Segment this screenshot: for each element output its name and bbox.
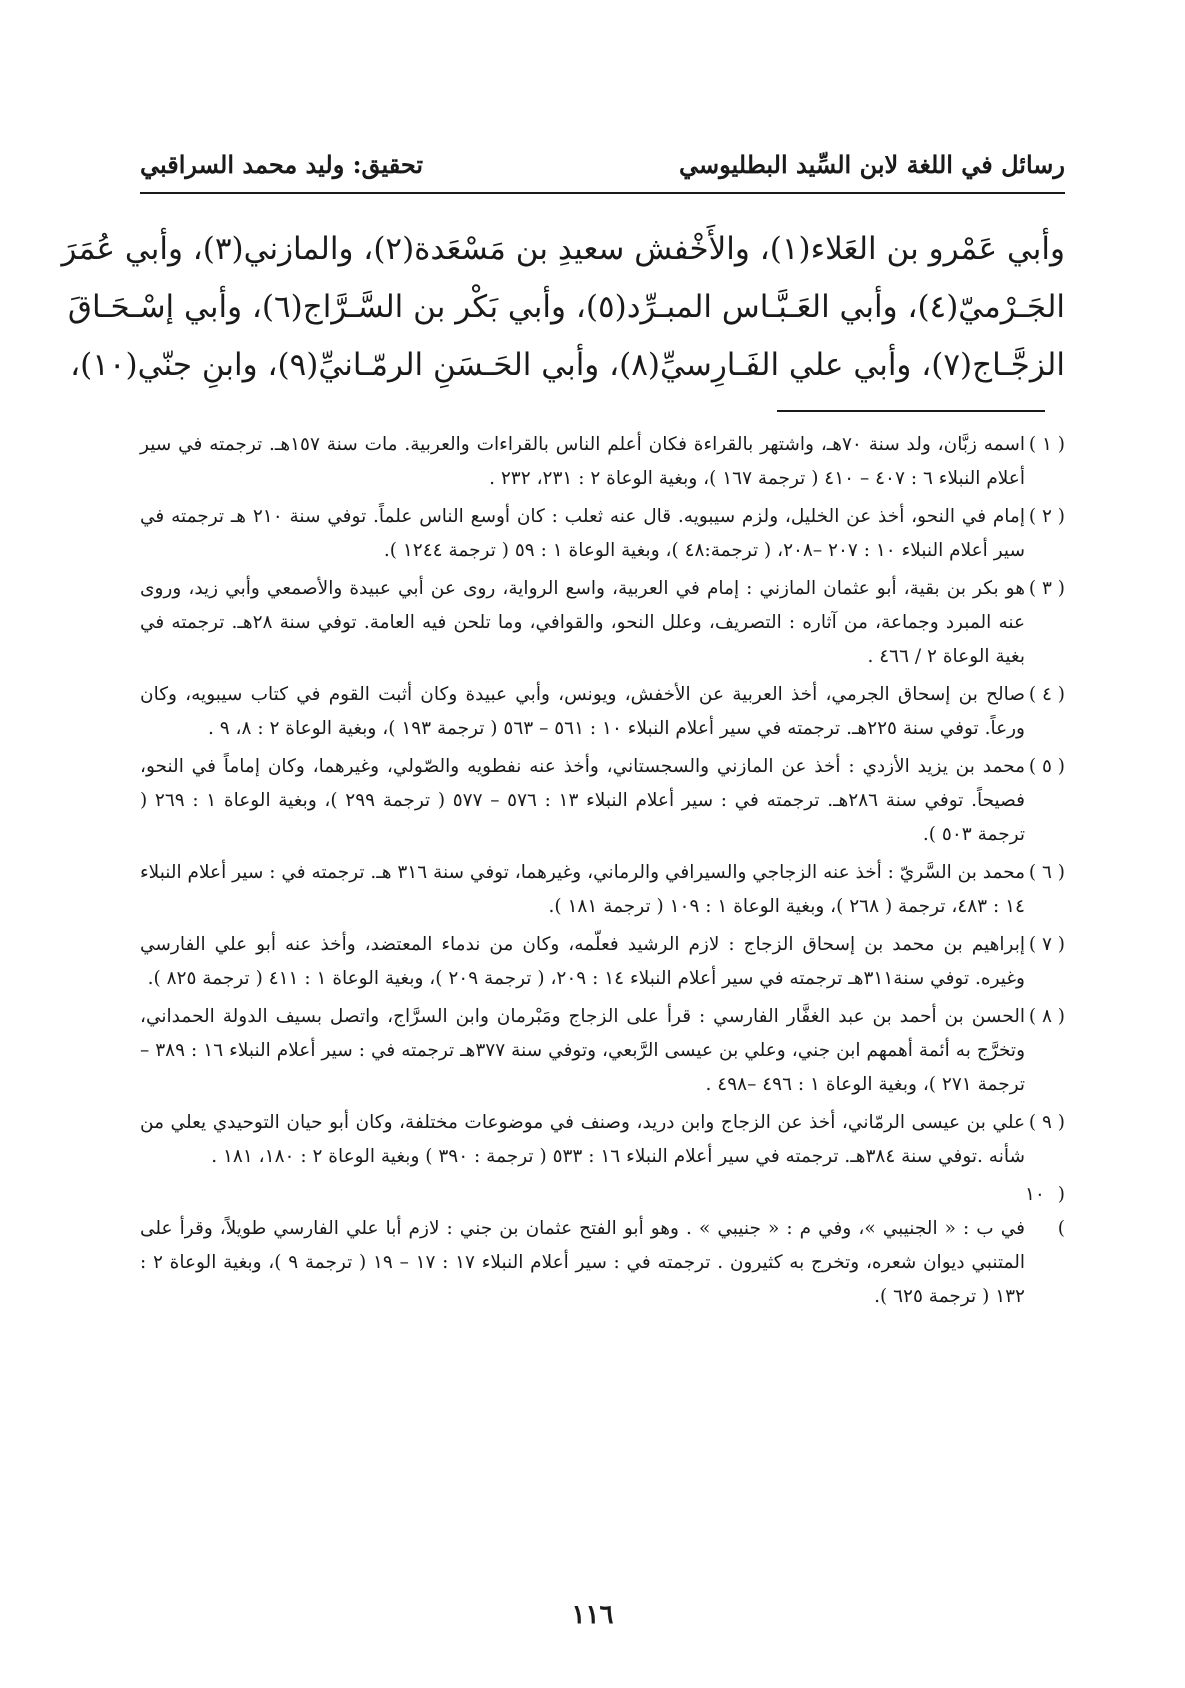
footnote-text: اسمه زبَّان، ولد سنة ٧٠هـ، واشتهر بالقراءة فكان أعلم الناس بالقراءات والعربية. مات سنة ١٥٧هـ. ترجمته في سير أعلام النبلاء ٦ : ٤٠٧ – ٤١٠ ( ترجمة ١٦٧ )، وبغية الوعاة ٢ : ٢٣١، ٢٣٢ . [140,434,1025,489]
footnote [140,678,1065,746]
footnote-text: صالح بن إسحاق الجرمي، أخذ العربية عن الأخفش، ويونس، وأبي عبيدة وكان أثبت القوم في كتاب سيبويه، وكان ورعاً. توفي سنة ٢٢٥هـ. ترجمته في سير أعلام النبلاء ١٠ : ٥٦١ – ٥٦٣ ( ترجمة ١٩٣ )، وبغية الوعاة ٢ : ٨، ٩ . [140,684,1025,739]
footnote [140,1178,1065,1314]
footnote [140,750,1065,852]
footnote-number: ( ٦ ) [1028,862,1065,883]
footnote-text: علي بن عيسى الرمّاني، أخذ عن الزجاج وابن دريد، وصنف في موضوعات مختلفة، وكان أبو حيان التوحيدي يعلي من شأنه .توفي سنة ٣٨٤هـ. ترجمته في سير أعلام النبلاء ١٦ : ٥٣٣ ( ترجمة : ٣٩٠ ) وبغية الوعاة ٢ : ١٨٠، ١٨١ . [140,1112,1025,1167]
footnote-number: ( ٨ ) [1028,1006,1065,1027]
book-title: رسائل في اللغة لابن السِّيد البطليوسي [679,150,1065,179]
footnote-text: إبراهيم بن محمد بن إسحاق الزجاج : لازم الرشيد فعلّمه، وكان من ندماء المعتضد، وأخذ عنه أبو علي الفارسي وغيره. توفي سنة٣١١هـ ترجمته في سير أعلام النبلاء ١٤ : ٢٠٩، ( ترجمة ٢٠٩ )، وبغية الوعاة ١ : ٤١١ ( ترجمة ٨٢٥ ). [140,934,1025,989]
footnote-number: ( ٣ ) [1028,578,1065,599]
footnote-number: ( ٥ ) [1028,756,1065,777]
main-text [61,220,1065,394]
footnote [140,428,1065,496]
footnote [140,928,1065,996]
main-text-line: الزجَّـاج(٧)، وأبي علي الفَـارِسيِّ(٨)، وأبي الحَـسَنِ الرمّـانيِّ(٩)، وابنِ جنّي(١٠)، [70,347,1065,383]
footnote-number: ( ٢ ) [1028,506,1065,527]
footnote [140,1000,1065,1102]
main-text-line: الجَـرْميّ(٤)، وأبي العَـبَّـاس المبـرِّد(٥)، وأبي بَكْر بن السَّـرَّاج(٦)، وأبي إسْـحَـاقَ [67,289,1065,325]
main-text-line: وأبي عَمْرو بن العَلاء(١)، والأَخْفش سعيدِ بن مَسْعَدة(٢)، والمازني(٣)، وأبي عُمَرَ [61,231,1065,267]
footnote-number: ( ٧ ) [1028,934,1065,955]
footnote-text: في ب : « الجنيبي »، وفي م : « جنيبي » . وهو أبو الفتح عثمان بن جني : لازم أبا علي الفارسي طويلاً، وقرأ على المتنبي ديوان شعره، وتخرج به كثيرون . ترجمته في : سير أعلام النبلاء ١٧ : ١٧ – ١٩ ( ترجمة ٩ )، وبغية الوعاة ٢ : ١٣٢ ( ترجمة ٦٢٥ ). [140,1218,1026,1307]
header-divider [140,192,1065,194]
footnote-text: هو بكر بن بقية، أبو عثمان المازني : إمام في العربية، واسع الرواية، روى عن أبي عبيدة والأصمعي وأبي زيد، وروى عنه المبرد وجماعة، من آثاره : التصريف، وعلل النحو، والقوافي، وما تلحن فيه العامة. توفي سنة ٢٨هـ. ترجمته في بغية الوعاة ٢ / ٤٦٦ . [140,578,1025,667]
footnote-number: ( ٩ ) [1028,1112,1065,1133]
footnote-text: الحسن بن أحمد بن عبد الغفَّار الفارسي : قرأ على الزجاج ومَبْرمان وابن السرَّاج، واتصل بسيف الدولة الحمداني، وتخرَّج به أئمة أهمهم ابن جني، وعلي بن عيسى الرَّبعي، وتوفي سنة ٣٧٧هـ ترجمته في : سير أعلام النبلاء ١٦ : ٣٨٩ – ترجمة ٢٧١ )، وبغية الوعاة ١ : ٤٩٦ –٤٩٨ . [140,1006,1026,1095]
footnote-text: إمام في النحو، أخذ عن الخليل، ولزم سيبويه. قال عنه ثعلب : كان أوسع الناس علماً. توفي سنة ٢١٠ هـ ترجمته في سير أعلام النبلاء ١٠ : ٢٠٧ –٢٠٨، ( ترجمة:٤٨ )، وبغية الوعاة ١ : ٥٩ ( ترجمة ١٢٤٤ ). [140,506,1025,561]
footnote [140,572,1065,674]
footnote-number: ( ٤ ) [1028,684,1065,705]
footnote-number: ( ١٠ ) [1025,1184,1065,1239]
footnotes [140,428,1065,1318]
footnote-text: محمد بن يزيد الأزدي : أخذ عن المازني والسجستاني، وأخذ عنه نفطويه والصّولي، وغيرهما، وكان إماماً في النحو، فصيحاً. توفي سنة ٢٨٦هـ. ترجمته في : سير أعلام النبلاء ١٣ : ٥٧٦ – ٥٧٧ ( ترجمة ٢٩٩ )، وبغية الوعاة ١ : ٢٦٩ ( ترجمة ٥٠٣ ). [140,756,1026,845]
footnote [140,500,1065,568]
editor-credit: تحقيق: وليد محمد السراقبي [140,150,424,179]
footnote [140,1106,1065,1174]
footnote [140,856,1065,924]
footnote-divider [777,410,1045,412]
page-number: ١١٦ [571,1600,614,1630]
running-header [140,150,1065,184]
footnote-number: ( ١ ) [1028,434,1065,455]
footnote-text: محمد بن السَّريّ : أخذ عنه الزجاجي والسيرافي والرماني، وغيرهما، توفي سنة ٣١٦ هـ. ترجمته في : سير أعلام النبلاء ١٤ : ٤٨٣، ترجمة ( ٢٦٨ )، وبغية الوعاة ١ : ١٠٩ ( ترجمة ١٨١ ). [139,862,1025,917]
